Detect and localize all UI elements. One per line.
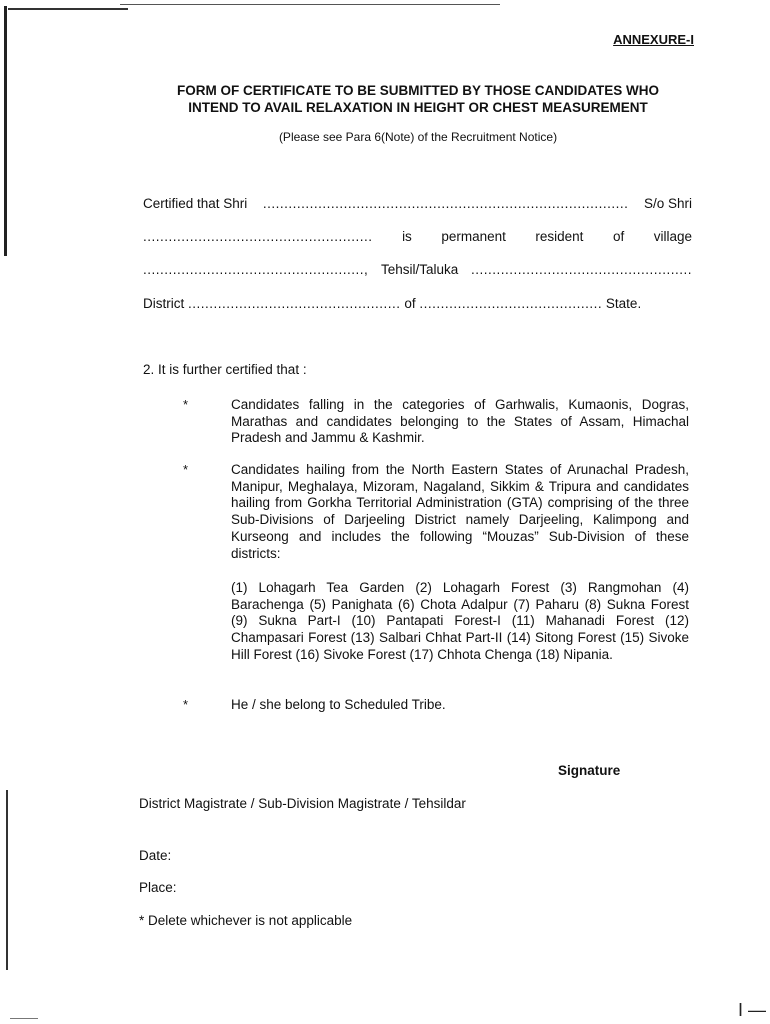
- scan-edge-left-lower: [6, 790, 8, 970]
- scan-edge-top: [120, 4, 500, 5]
- state-label: State.: [605, 296, 642, 311]
- bullet-mark-2: *: [183, 462, 189, 477]
- footnote: * Delete whichever is not applicable: [139, 913, 353, 928]
- bullet-mark-1: *: [183, 397, 189, 412]
- word-of: of: [612, 229, 625, 244]
- place-label: Place:: [139, 880, 177, 895]
- cert-line-2: [143, 229, 692, 244]
- form-subtitle: (Please see Para 6(Note) of the Recruitment Notice): [278, 130, 558, 144]
- village-blank: ....................................................,: [143, 262, 369, 277]
- district-blank: ..................................................: [188, 296, 401, 311]
- word-permanent: permanent: [441, 229, 506, 244]
- cert-line-1: [143, 196, 692, 211]
- son-of-label: S/o Shri: [643, 196, 692, 211]
- word-resident: resident: [535, 229, 584, 244]
- tehsil-label: Tehsil/Taluka: [380, 262, 459, 277]
- name-blank: ......................................................................................: [262, 196, 629, 211]
- form-title-line2: INTEND TO AVAIL RELAXATION IN HEIGHT OR CHEST MEASUREMENT: [188, 100, 648, 115]
- scan-edge-left: [4, 6, 7, 256]
- further-certified-heading: 2. It is further certified that :: [143, 362, 307, 377]
- cert-line-3: [143, 262, 692, 277]
- scan-edge-top-left: [8, 8, 128, 10]
- scan-edge-bottom: [10, 1018, 38, 1019]
- magistrate-designation: District Magistrate / Sub-Division Magistrate / Tehsildar: [139, 796, 466, 811]
- date-label: Date:: [139, 848, 172, 863]
- bullet-mark-3: *: [183, 697, 189, 712]
- form-title-line1: FORM OF CERTIFICATE TO BE SUBMITTED BY THOSE CANDIDATES WHO: [177, 83, 659, 98]
- word-village: village: [653, 229, 692, 244]
- certified-that-label: Certified that Shri: [143, 196, 248, 211]
- of-label: of: [404, 296, 416, 311]
- father-name-blank: ......................................................: [143, 229, 373, 244]
- bullet-text-2: Candidates hailing from the North Eastern States of Arunachal Pradesh, Manipur, Meghalaya, Mizoram, Nagaland, Sikkim & Tripura and candidates hailing from Gorkha Territorial Administration (GTA) comprising of the three Sub-Divisions of Darjeeling District namely Darjeeling, Kalimpong and Kurseong and includes the following “Mouzas” Sub-Division of these districts:: [231, 462, 689, 561]
- annexure-heading: ANNEXURE-I: [613, 32, 694, 47]
- mouzas-list: (1) Lohagarh Tea Garden (2) Lohagarh Forest (3) Rangmohan (4) Barachenga (5) Panighata (6) Chota Adalpur (7) Paharu (8) Sukna Forest (9) Sukna Part-I (10) Pantapati Forest-I (11) Mahanadi Forest (12) Champasari Forest (13) Salbari Chhat Part-II (14) Sitong Forest (15) Sivoke Hill Forest (16) Sivoke Forest (17) Chhota Chenga (18) Nipania.: [231, 580, 689, 662]
- bullet-text-3: He / she belong to Scheduled Tribe.: [231, 697, 446, 712]
- state-blank: ...........................................: [419, 296, 603, 311]
- form-title: [120, 82, 716, 116]
- word-is: is: [402, 229, 412, 244]
- signature-label: Signature: [558, 763, 621, 778]
- tehsil-blank: ....................................................: [470, 262, 692, 277]
- bullet-text-1: Candidates falling in the categories of Garhwalis, Kumaonis, Dogras, Marathas and candidates belonging to the States of Assam, Himachal Pradesh and Jammu & Kashmir.: [231, 397, 689, 446]
- page-corner-mark: I —: [738, 1000, 767, 1020]
- district-label: District: [143, 296, 185, 311]
- cert-line-4: [143, 296, 641, 311]
